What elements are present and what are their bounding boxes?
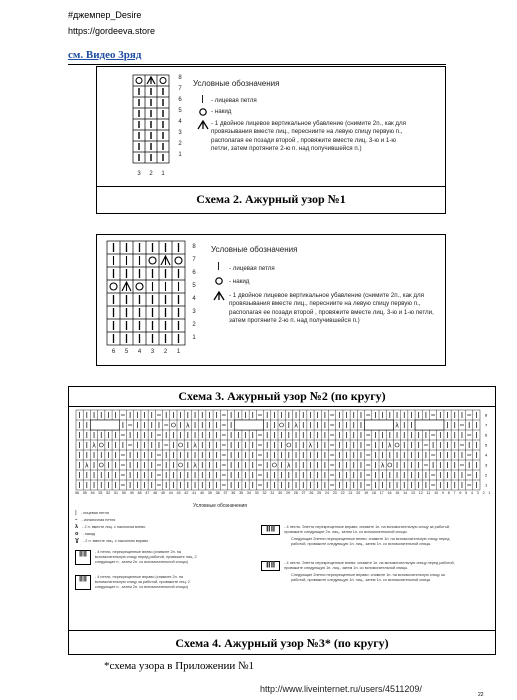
cable-4st-left-icon: ǁǁ <box>261 561 280 571</box>
svg-text:λ: λ <box>92 442 96 450</box>
scheme4-col-number: 36 <box>231 491 236 495</box>
scheme2-divider <box>97 186 445 187</box>
scheme4-divider <box>69 630 495 631</box>
scheme4-col-number: 5 <box>465 491 468 495</box>
scheme4-col-number: 24 <box>325 491 329 495</box>
scheme2-legend-dec: - 1 двойное лицевое вертикальное убавление (снимите 2п., как для провязывания вместе лиц., пересниите на левую спицу первую п., располагая ее позади второй , провяжите вместе лиц. 3-ю и 1-ю петли, затем протяните 2-ю п. над получившейся п.) <box>211 120 407 152</box>
scheme4-col-number: 32 <box>262 491 267 495</box>
scheme4-col-number: 1 <box>488 491 491 495</box>
scheme3-col-numbers: 6 5 4 3 2 1 <box>111 349 181 355</box>
scheme4-row-number: 5 <box>485 442 488 448</box>
scheme4-col-number: 20 <box>356 491 361 495</box>
scheme4-col-number: 52 <box>106 491 111 495</box>
svg-text:λ: λ <box>308 442 313 450</box>
scheme2-row-numbers: 8 7 6 5 4 3 2 1 <box>178 75 182 158</box>
scheme4-col-number: 49 <box>129 491 134 495</box>
knit-stitch-icon: | <box>75 510 77 516</box>
scheme4-col-number: 55 <box>82 491 87 495</box>
scheme4-legend-right: ǁǁ - 4 петли. Элетти перекрещенные вправо: снимите 1п. на вспомогательную спицу за работой, провяжите следующие 2п. лиц., затем 1п. со вспомогательной спицы. Следующие 2петли перекрещенные влево: снимите 1п. на вспомогательную спицу перед работой, провяжите следующую 1п. лиц., затем 1п. со вспомогательной спицы. ǁǁ - 4 петли. Элетти перекрещенные влево: снимите 1п. на вспомогательную спицу перед работой, провяжите следующую 1п. лиц., затем 1п. со вспомогательной спицы. Следующие 2петли перекрещенные вправо: снимите 1п. на вспомогательную спицу за работой, провяжите следующую 1п. лиц., затем 1п. со вспомогательной спицы. <box>261 525 461 583</box>
svg-text:λ: λ <box>193 462 197 470</box>
svg-text:λ: λ <box>388 442 392 450</box>
double-decrease-icon <box>197 120 209 130</box>
scheme3-row-numbers: 8 7 6 5 4 3 2 1 <box>192 244 196 341</box>
scheme4-col-number: 16 <box>387 491 392 495</box>
k2tog-right-icon: Ɣ <box>75 538 79 544</box>
scheme4-box <box>68 386 496 655</box>
scheme3-legend-title: Условные обозначения <box>211 245 298 254</box>
hashtag: #джемпер_Desire <box>68 10 142 20</box>
scheme4-col-number: 50 <box>121 491 126 495</box>
video-link[interactable]: см. Видео 3ряд <box>68 49 142 61</box>
scheme4-row-number: 6 <box>485 432 488 438</box>
scheme4-row-number: 7 <box>485 422 488 428</box>
yarn-over-icon <box>214 276 224 286</box>
scheme2-legend-yo: - накид <box>211 108 232 115</box>
scheme4-col-number: 33 <box>254 491 259 495</box>
scheme4-col-number: 44 <box>168 491 173 495</box>
scheme4-row-number: 1 <box>485 482 488 488</box>
scheme2-box <box>96 66 446 214</box>
svg-text:λ: λ <box>294 422 298 430</box>
scheme2-col-numbers: 3 2 1 <box>137 171 165 177</box>
scheme4-col-number: 17 <box>379 491 384 495</box>
scheme4-col-number: 15 <box>395 491 400 495</box>
scheme4-legend-title: Условные обозначения <box>193 503 248 509</box>
scheme4-col-number: 6 <box>459 491 462 495</box>
scheme4-col-number: 13 <box>410 491 415 495</box>
scheme4-row-number: 3 <box>485 462 488 468</box>
scheme2-grid <box>127 73 197 181</box>
scheme4-col-number: 35 <box>239 491 244 495</box>
cable-4st-right-icon: ǁǁ <box>261 525 280 535</box>
scheme3-legend-yo: - накид <box>229 278 250 285</box>
scheme4-col-number: 4 <box>470 491 473 495</box>
scheme4-col-number: 25 <box>317 491 322 495</box>
scheme4-grid <box>75 409 491 491</box>
yarn-over-icon: o <box>75 531 79 537</box>
yarn-over-icon <box>198 107 208 117</box>
svg-text:λ: λ <box>193 442 197 450</box>
scheme4-col-number: 39 <box>207 491 212 495</box>
scheme4-caption: Схема 4. Ажурный узор №3* (по кругу) <box>175 636 389 650</box>
scheme4-col-number: 3 <box>476 491 479 495</box>
scheme4-legend-left: | - лицевая петля – - изнаночная петля λ - 2 п. вместе лиц. с наклоном влево o - накид Ɣ - 2 п. вместе лиц. с наклоном вправо ǁǁ - 4 петли, перекрещенные влево (снимите 2п. на вспомогательную спицу перед работой, провяжите лиц. 2 следующие п., затем 2п. со вспомогательной спицы) ǁǁ - 4 петли, перекрещенные вправо (снимите 2п. на вспомогательную спицу за работой, провяжите лиц. 2 следующие п., затем 2п. со вспомогательной спицы) <box>75 510 197 589</box>
scheme3-caption-divider <box>69 406 495 407</box>
scheme3-legend-dec: - 1 двойное лицевое вертикальное убавление (снимите 2п., как для провязывания вместе лиц., пересниите на левую спицу первую п., располагая ее позади второй , провяжите вместе лиц. 3-ю и 1-ю петли, затем протяните 2-ю п. над получившейся п.) <box>229 292 434 324</box>
scheme4-col-number: 51 <box>114 491 119 495</box>
scheme2-legend-title: Условные обозначения <box>193 79 280 88</box>
scheme4-row-number: 2 <box>485 472 488 478</box>
scheme4-col-number: 43 <box>176 491 181 495</box>
scheme4-col-number: 54 <box>90 491 95 495</box>
scheme4-col-number: 53 <box>98 491 103 495</box>
scheme4-row-number: 8 <box>485 412 488 418</box>
knit-stitch-icon: | <box>201 94 204 103</box>
double-decrease-icon <box>213 291 225 301</box>
svg-text:λ: λ <box>395 422 399 430</box>
scheme4-col-number: 21 <box>348 491 353 495</box>
svg-text:λ: λ <box>85 462 89 470</box>
scheme4-col-number: 22 <box>340 491 345 495</box>
scheme4-col-number: 41 <box>192 491 197 495</box>
scheme4-col-number: 7 <box>453 491 456 495</box>
scheme3-legend-knit: - лицевая петля <box>229 265 275 272</box>
scheme4-col-number: 38 <box>215 491 220 495</box>
scheme4-col-number: 47 <box>145 491 150 495</box>
scheme4-col-number: 12 <box>418 491 423 495</box>
scheme4-col-numbers <box>75 491 491 495</box>
page-number: 22 <box>478 692 484 698</box>
site-url[interactable]: https://gordeeva.store <box>68 26 156 36</box>
scheme4-col-number: 37 <box>223 491 228 495</box>
cable-left-icon: ǁǁ <box>75 550 91 565</box>
scheme4-col-number: 48 <box>137 491 142 495</box>
scheme4-col-number: 30 <box>278 491 283 495</box>
scheme4-col-number: 27 <box>301 491 306 495</box>
svg-text:λ: λ <box>380 462 385 470</box>
scheme4-col-number: 19 <box>364 491 369 495</box>
scheme4-col-number: 34 <box>246 491 251 495</box>
scheme4-col-number: 11 <box>426 491 431 495</box>
scheme4-col-number: 29 <box>285 491 290 495</box>
scheme4-col-number: 56 <box>75 491 79 495</box>
purl-stitch-icon: – <box>75 517 78 523</box>
scheme4-col-number: 2 <box>482 491 485 495</box>
scheme3-grid <box>103 239 203 347</box>
scheme4-col-number: 46 <box>153 491 158 495</box>
scheme4-col-number: 18 <box>371 491 376 495</box>
scheme4-col-number: 42 <box>184 491 189 495</box>
cable-right-icon: ǁǁ <box>75 575 91 590</box>
scheme3-box <box>96 234 446 366</box>
scheme4-col-number: 31 <box>270 491 275 495</box>
scheme4-col-number: 40 <box>200 491 204 495</box>
scheme4-col-number: 28 <box>293 491 298 495</box>
footnote: *схема узора в Приложении №1 <box>104 660 255 672</box>
scheme4-col-number: 45 <box>160 491 165 495</box>
svg-text:λ: λ <box>186 422 190 430</box>
scheme4-col-number: 9 <box>441 491 444 495</box>
scheme2-legend-knit: - лицевая петля <box>211 97 257 104</box>
k2tog-left-icon: λ <box>75 524 79 530</box>
header-rule <box>68 64 446 65</box>
scheme4-col-number: 8 <box>447 491 450 495</box>
scheme4-col-number: 23 <box>332 491 337 495</box>
knit-stitch-icon: | <box>217 261 220 270</box>
scheme3-caption: Схема 3. Ажурный узор №2 (по кругу) <box>178 389 386 403</box>
scheme4-col-number: 14 <box>403 491 408 495</box>
scheme4-col-number: 10 <box>434 491 439 495</box>
watermark-url[interactable]: http://www.liveinternet.ru/users/4511209/ <box>260 684 422 694</box>
scheme4-row-number: 4 <box>485 452 488 458</box>
svg-text:λ: λ <box>287 462 291 470</box>
scheme4-col-number: 26 <box>309 491 314 495</box>
scheme2-caption: Схема 2. Ажурный узор №1 <box>196 192 346 206</box>
